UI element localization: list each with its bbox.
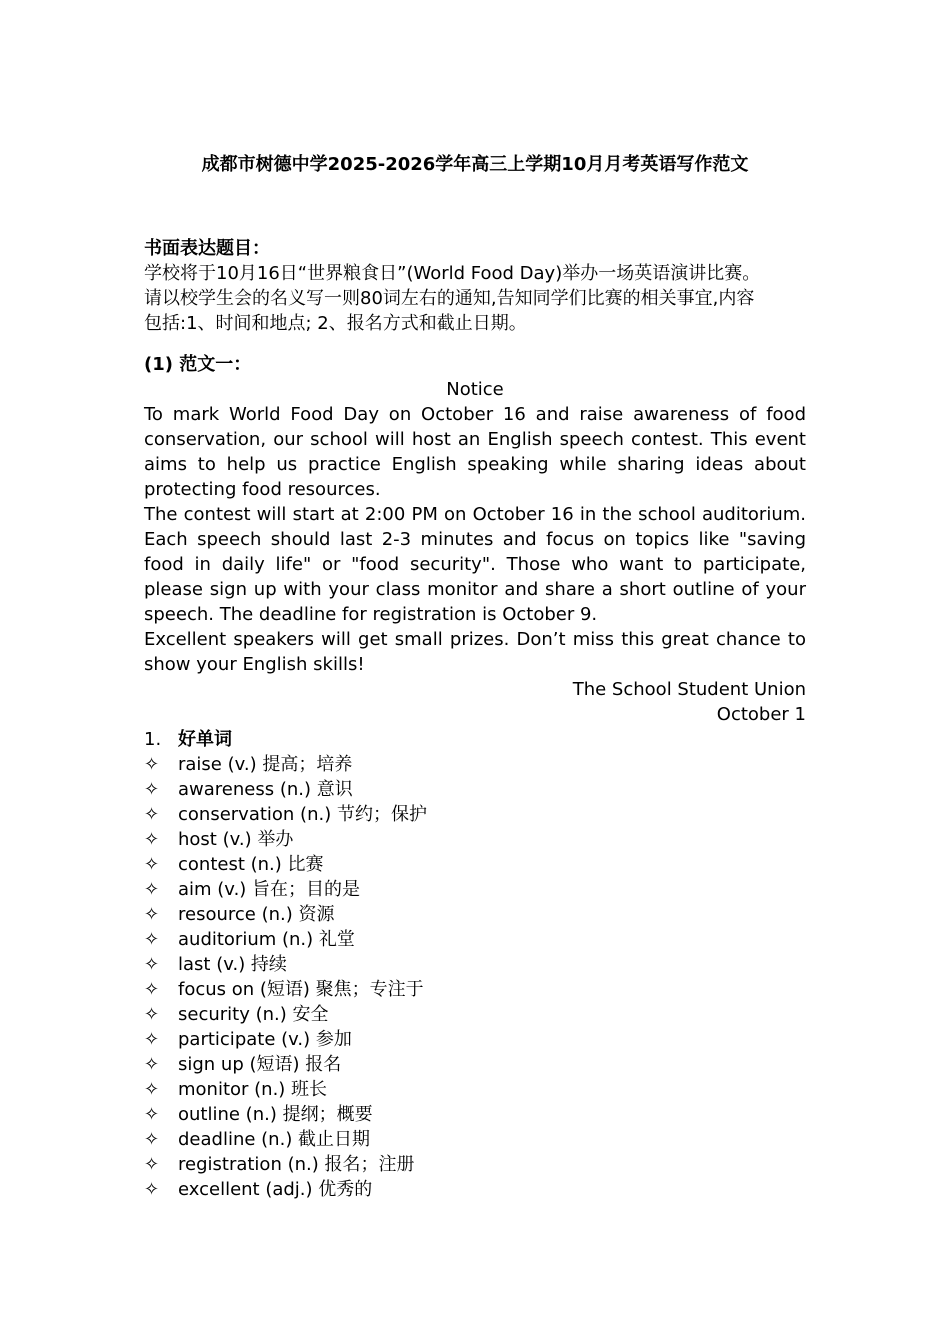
sparkle-bullet-icon: ✧ [144, 1054, 160, 1075]
vocab-entry: focus on (短语) 聚焦；专注于 [178, 979, 424, 1000]
sparkle-bullet-icon: ✧ [144, 904, 160, 925]
sparkle-bullet-icon: ✧ [144, 1179, 160, 1200]
vocab-item [144, 877, 806, 902]
sparkle-bullet-icon: ✧ [144, 954, 160, 975]
sparkle-bullet-icon: ✧ [144, 804, 160, 825]
vocab-item [144, 777, 806, 802]
notice-heading: Notice [446, 379, 504, 400]
vocab-entry: last (v.) 持续 [178, 954, 287, 975]
vocab-item [144, 952, 806, 977]
vocab-item [144, 1027, 806, 1052]
sparkle-bullet-icon: ✧ [144, 1129, 160, 1150]
vocab-entry: aim (v.) 旨在；目的是 [178, 879, 361, 900]
notice-paragraph: To mark World Food Day on October 16 and raise awareness of food conservation, our school will host an English speech contest. This event aims to help us practice English speaking while sharing ideas about protecting food resources. [144, 404, 806, 500]
vocab-item [144, 1102, 806, 1127]
notice-date: October 1 [716, 704, 806, 725]
sample-heading: (1) 范文一： [144, 354, 252, 375]
vocab-entry: deadline (n.) 截止日期 [178, 1129, 371, 1150]
sparkle-bullet-icon: ✧ [144, 754, 160, 775]
vocab-entry: host (v.) 举办 [178, 829, 294, 850]
vocab-item [144, 977, 806, 1002]
vocab-item [144, 802, 806, 827]
sparkle-bullet-icon: ✧ [144, 1004, 160, 1025]
prompt-line: 学校将于10月16日“世界粮食日”(World Food Day)举办一场英语演讲比赛。 [144, 263, 761, 284]
vocab-section-heading [144, 727, 806, 752]
vocab-item [144, 1177, 806, 1202]
sparkle-bullet-icon: ✧ [144, 879, 160, 900]
document-body [144, 236, 806, 1202]
prompt-heading: 书面表达题目： [144, 238, 270, 259]
notice-signature: The School Student Union [572, 679, 806, 700]
sparkle-bullet-icon: ✧ [144, 1029, 160, 1050]
vocab-entry: participate (v.) 参加 [178, 1029, 352, 1050]
vocab-item [144, 1152, 806, 1177]
document-title: 成都市树德中学2025-2026学年高三上学期10月月考英语写作范文 [201, 154, 749, 175]
vocab-item [144, 1002, 806, 1027]
vocab-list [144, 752, 806, 1202]
vocab-entry: awareness (n.) 意识 [178, 779, 353, 800]
sparkle-bullet-icon: ✧ [144, 1079, 160, 1100]
vocab-entry: conservation (n.) 节约；保护 [178, 804, 427, 825]
sparkle-bullet-icon: ✧ [144, 1154, 160, 1175]
sparkle-bullet-icon: ✧ [144, 929, 160, 950]
vocab-entry: outline (n.) 提纲；概要 [178, 1104, 373, 1125]
spacer [144, 336, 806, 352]
vocab-section-number: 1. [144, 729, 162, 750]
sparkle-bullet-icon: ✧ [144, 979, 160, 1000]
sparkle-bullet-icon: ✧ [144, 854, 160, 875]
vocab-entry: security (n.) 安全 [178, 1004, 329, 1025]
vocab-entry: auditorium (n.) 礼堂 [178, 929, 355, 950]
vocab-section-title: 好单词 [178, 729, 232, 750]
prompt-line: 请以校学生会的名义写一则80词左右的通知,告知同学们比赛的相关事宜,内容 [144, 288, 755, 309]
sparkle-bullet-icon: ✧ [144, 829, 160, 850]
vocab-entry: excellent (adj.) 优秀的 [178, 1179, 373, 1200]
vocab-entry: sign up (短语) 报名 [178, 1054, 342, 1075]
vocab-item [144, 902, 806, 927]
vocab-entry: monitor (n.) 班长 [178, 1079, 328, 1100]
vocab-entry: resource (n.) 资源 [178, 904, 335, 925]
vocab-item [144, 927, 806, 952]
prompt-line: 包括:1、时间和地点; 2、报名方式和截止日期。 [144, 313, 527, 334]
vocab-entry: raise (v.) 提高；培养 [178, 754, 353, 775]
vocab-item [144, 852, 806, 877]
sparkle-bullet-icon: ✧ [144, 1104, 160, 1125]
vocab-item [144, 1052, 806, 1077]
vocab-item [144, 752, 806, 777]
vocab-item [144, 1077, 806, 1102]
sparkle-bullet-icon: ✧ [144, 779, 160, 800]
vocab-entry: registration (n.) 报名；注册 [178, 1154, 415, 1175]
notice-paragraph: Excellent speakers will get small prizes. Don’t miss this great chance to show your English skills! [144, 629, 806, 675]
vocab-item [144, 827, 806, 852]
notice-paragraph: The contest will start at 2:00 PM on October 16 in the school auditorium. Each speech should last 2-3 minutes and focus on topics like "saving food in daily life" or "food security". Those who want to participate, please sign up with your class monitor and share a short outline of your speech. The deadline for registration is October 9. [144, 504, 806, 625]
vocab-item [144, 1127, 806, 1152]
vocab-entry: contest (n.) 比赛 [178, 854, 324, 875]
